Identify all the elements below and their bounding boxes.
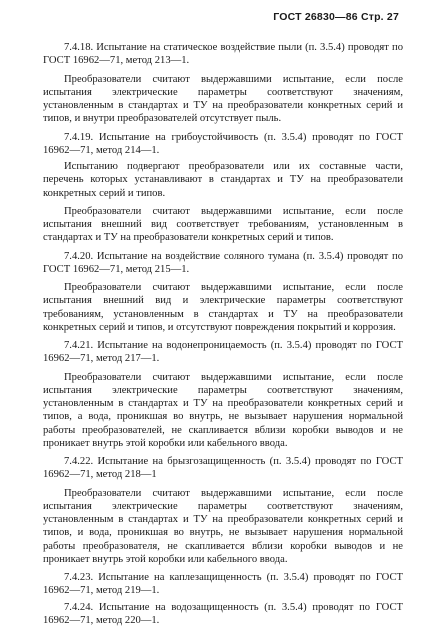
paragraph: Преобразователи считают выдержавшими испытание, если после испытания электрические параметры соответствуют значениям, установленным в стандартах и ТУ на преобразователи конкретных серий и типов, и вода, проникшая во внутрь, не вызывает нарушения нормальной работы преобразователя, не скапливается вблизи коробки выводов и не проникает внутрь этой коробки или кабельного ввода. <box>43 487 403 565</box>
paragraph-7-4-22: 7.4.22. Испытание на брызгозащищенность (п. 3.5.4) проводят по ГОСТ 16962—71, метод 218—1 <box>43 456 403 481</box>
standard-number: ГОСТ 26830—86 <box>273 11 358 23</box>
paragraph-7-4-24: 7.4.24. Испытание на водозащищенность (п. 3.5.4) проводят по ГОСТ 16962—71, метод 220—1. <box>43 601 403 626</box>
paragraph: Испытанию подвергают преобразователи или их составные части, перечень которых устанавливают в стандартах и ТУ на преобразователи конкретных серий и типов. <box>43 161 403 199</box>
paragraph: Преобразователи считают выдержавшими испытание, если после испытания электрические параметры соответствуют значениям, установленным в стандартах и ТУ на преобразователи конкретных серий и типов, а вода, проникшая во внутрь, не вызывает нарушения нормальной работы преобразователей, не скапливается вблизи коробки выводов и не проникает внутрь этой коробки или кабельного ввода. <box>43 371 403 449</box>
paragraph: Преобразователи считают выдержавшими испытание, если после испытания электрические параметры соответствуют значениям, установленным в стандартах и ТУ на преобразователи конкретных серий и типов, и внутри преобразователей отсутствует пыль. <box>43 73 403 125</box>
paragraph-7-4-21: 7.4.21. Испытание на водонепроницаемость (п. 3.5.4) проводят по ГОСТ 16962—71, метод 217—1. <box>43 340 403 365</box>
paragraph: Преобразователи считают выдержавшими испытание, если после испытания внешний вид и электрические параметры соответствуют требованиям, установленным в стандартах и ТУ на преобразователи конкретных серий и типов, и отсутствуют повреждения покрытий и коррозия. <box>43 282 403 333</box>
page-number: Стр. 27 <box>360 11 399 23</box>
paragraph-7-4-19: 7.4.19. Испытание на грибоустойчивость (п. 3.5.4) проводят по ГОСТ 16962—71, метод 214—1. <box>43 131 403 156</box>
paragraph-7-4-23: 7.4.23. Испытание на каплезащищенность (п. 3.5.4) проводят по ГОСТ 16962—71, метод 219—1. <box>43 572 403 597</box>
paragraph: Преобразователи считают выдержавшими испытание, если после испытания внешний вид соответствует требованиям, установленным в стандартах и ТУ на преобразователи конкретных серий и типов. <box>43 205 403 244</box>
paragraph-7-4-18: 7.4.18. Испытание на статическое воздействие пыли (п. 3.5.4) проводят по ГОСТ 16962—71, метод 213—1. <box>43 42 403 67</box>
page-header <box>273 11 399 23</box>
document-body <box>43 41 403 630</box>
paragraph-7-4-20: 7.4.20. Испытание на воздействие соляного тумана (п. 3.5.4) проводят по ГОСТ 16962—71, метод 215—1. <box>43 250 403 275</box>
